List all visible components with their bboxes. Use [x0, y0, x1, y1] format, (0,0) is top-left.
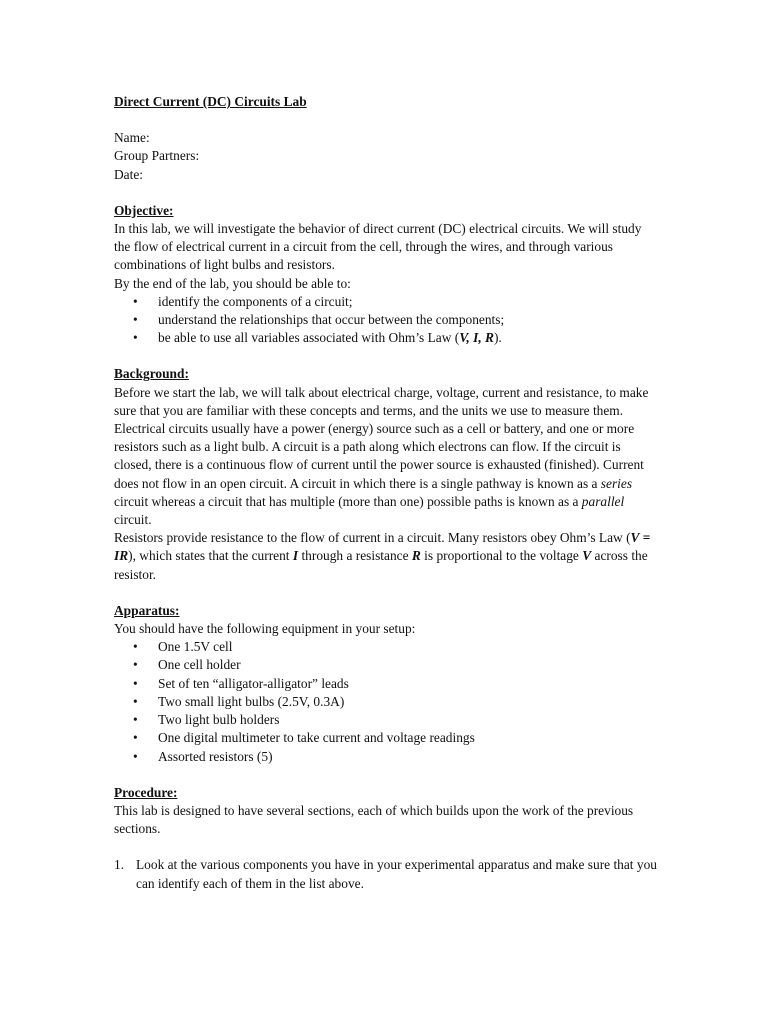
list-item	[114, 693, 659, 711]
list-item-text: Two small light bulbs (2.5V, 0.3A)	[158, 693, 345, 709]
procedure-step	[114, 856, 659, 892]
list-item-text: Two light bulb holders	[158, 712, 280, 728]
group-partners-label: Group Partners:	[114, 148, 200, 164]
header-fields	[114, 129, 659, 184]
list-item	[114, 711, 659, 729]
background-section	[114, 365, 659, 583]
list-item	[114, 748, 659, 766]
list-item-text: One 1.5V cell	[158, 639, 233, 655]
text-run: Resistors provide resistance to the flow of current in a circuit. Many resistors obey Ohm’s Law (	[114, 530, 631, 546]
date-label: Date:	[114, 166, 143, 182]
text-run: circuit whereas a circuit that has multiple (more than one) possible paths is known as a	[114, 493, 582, 509]
list-item	[114, 311, 659, 329]
list-item-text-suffix: ).	[493, 330, 502, 346]
list-item-text: understand the relationships that occur between the components;	[158, 312, 505, 328]
list-item-text: One digital multimeter to take current and voltage readings	[158, 730, 475, 746]
resistance-symbol: R	[411, 548, 421, 564]
name-label: Name:	[114, 130, 150, 146]
list-item-text: identify the components of a circuit;	[158, 293, 353, 309]
procedure-section	[114, 784, 659, 893]
procedure-heading: Procedure:	[114, 784, 178, 800]
objective-paragraph: In this lab, we will investigate the behavior of direct current (DC) electrical circuits. We will study the flow of electrical current in a circuit from the cell, through the wires, and through various combinations of light bulbs and resistors.	[114, 221, 642, 273]
list-item	[114, 656, 659, 674]
apparatus-heading: Apparatus:	[114, 602, 180, 618]
apparatus-section	[114, 602, 659, 766]
background-paragraph-2	[114, 420, 659, 529]
document-page	[114, 93, 659, 893]
procedure-intro: This lab is designed to have several sections, each of which builds upon the work of the previous sections.	[114, 802, 634, 837]
list-item	[114, 638, 659, 656]
bullet-icon: •	[133, 675, 138, 691]
voltage-symbol: V	[582, 548, 592, 564]
list-item-text: Set of ten “alligator-alligator” leads	[158, 675, 349, 691]
background-heading: Background:	[114, 366, 189, 382]
text-run: ), which states that the current	[128, 548, 293, 564]
list-item	[114, 329, 659, 347]
text-run: across the resistor.	[114, 548, 648, 582]
objective-lead-in: By the end of the lab, you should be able to:	[114, 275, 351, 291]
current-symbol: I	[292, 548, 299, 564]
text-run: is proportional to the voltage	[420, 548, 583, 564]
bullet-icon: •	[133, 639, 138, 655]
list-item-text-prefix: be able to use all variables associated with Ohm’s Law (	[158, 330, 460, 346]
background-paragraph-1: Before we start the lab, we will talk about electrical charge, voltage, current and resistance, to make sure that you are familiar with these concepts and terms, and the units we use to measure them.	[114, 384, 649, 418]
bullet-icon: •	[133, 330, 138, 346]
ohms-law-variables: V, I, R	[459, 330, 494, 346]
background-paragraph-3	[114, 529, 659, 584]
step-text: Look at the various components you have in your experimental apparatus and make sure that you can identify each of them in the list above.	[136, 857, 657, 891]
text-run: through a resistance	[298, 548, 412, 564]
bullet-icon: •	[133, 693, 138, 709]
document-title: Direct Current (DC) Circuits Lab	[114, 94, 307, 109]
list-item	[114, 675, 659, 693]
bullet-icon: •	[133, 312, 138, 328]
list-item-text: One cell holder	[158, 657, 241, 673]
series-term: series	[600, 475, 633, 491]
apparatus-list	[114, 638, 659, 765]
text-run: Electrical circuits usually have a power (energy) source such as a cell or battery, and one or more resistors such as a light bulb. A circuit is a path along which electrons can flow. If the circuit is closed, there is a continuous flow of current until the power source is exhausted (finished). Current does not flow in an open circuit. A circuit in which there is a single pathway is known as a	[114, 421, 644, 491]
text-run: circuit.	[114, 512, 152, 528]
step-number: 1.	[114, 857, 125, 873]
list-item-text: Assorted resistors (5)	[158, 748, 273, 764]
parallel-term: parallel	[581, 493, 625, 509]
bullet-icon: •	[133, 730, 138, 746]
bullet-icon: •	[133, 293, 138, 309]
objective-section	[114, 202, 659, 348]
ohms-law-equation: V = IR	[114, 530, 651, 564]
apparatus-intro: You should have the following equipment in your setup:	[114, 621, 416, 637]
bullet-icon: •	[133, 657, 138, 673]
objective-heading: Objective:	[114, 202, 174, 218]
objective-list	[114, 293, 659, 348]
list-item	[114, 293, 659, 311]
bullet-icon: •	[133, 712, 138, 728]
list-item	[114, 729, 659, 747]
bullet-icon: •	[133, 748, 138, 764]
